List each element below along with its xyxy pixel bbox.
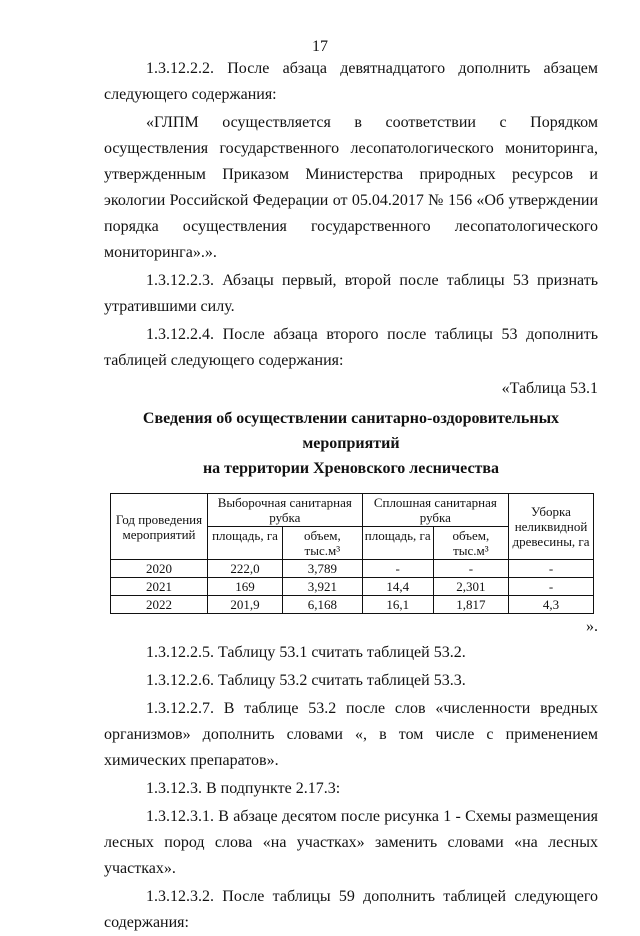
subheader-area: площадь, га	[208, 527, 283, 560]
header-year: Год проведения мероприятий	[111, 494, 208, 560]
paragraph: 1.3.12.2.5. Таблицу 53.1 считать таблицей 53.2.	[146, 644, 466, 661]
paragraph: 1.3.12.3.2. После таблицы 59 дополнить таблицей следующего содержания:	[104, 888, 598, 931]
table-title-line: Сведения об осуществлении санитарно-оздоровительных мероприятий	[142, 410, 560, 452]
cell: 3,789	[283, 560, 363, 578]
paragraph: «ГЛПМ осуществляется в соответствии с Порядком осуществления государственного лесопатологического мониторинга, утвержденным Приказом Министерства природных ресурсов и экологии Российской Федерации от 05.04.2017 № 156 «Об утверждении порядка осуществления государственного лесопатологического мониторинга».».	[104, 114, 598, 261]
cell: 2021	[111, 578, 208, 596]
header-selective-cutting: Выборочная санитарная рубка	[208, 494, 363, 527]
cell: 3,921	[283, 578, 363, 596]
table-header-row	[111, 494, 594, 527]
table-caption: «Таблица 53.1	[501, 380, 598, 397]
cell: 16,1	[362, 596, 433, 614]
sanitary-measures-table	[110, 493, 594, 614]
cell: 4,3	[509, 596, 594, 614]
table-row	[111, 596, 594, 614]
table-title	[104, 406, 598, 481]
cell: 14,4	[362, 578, 433, 596]
cell: 169	[208, 578, 283, 596]
cell: -	[362, 560, 433, 578]
table-end-mark: ».	[586, 618, 598, 635]
document-body	[104, 56, 598, 936]
paragraph: 1.3.12.2.7. В таблице 53.2 после слов «численности вредных организмов» дополнить словами «, в том числе с применением химических препаратов».	[104, 700, 598, 769]
cell: 2,301	[433, 578, 508, 596]
paragraph: 1.3.12.3. В подпункте 2.17.3:	[146, 780, 341, 797]
cell: 2020	[111, 560, 208, 578]
cell: 1,817	[433, 596, 508, 614]
paragraph: 1.3.12.3.1. В абзаце десятом после рисунка 1 - Схемы размещения лесных пород слова «на участках» заменить словами «на лесных участках».	[104, 808, 598, 877]
cell: 2022	[111, 596, 208, 614]
subheader-volume: объем, тыс.м³	[433, 527, 508, 560]
table-row	[111, 560, 594, 578]
paragraph: 1.3.12.2.3. Абзацы первый, второй после таблицы 53 признать утратившими силу.	[104, 272, 598, 315]
cell: 222,0	[208, 560, 283, 578]
page-number: 17	[312, 38, 328, 55]
header-clear-cutting: Сплошная санитарная рубка	[362, 494, 508, 527]
paragraph: 1.3.12.2.2. После абзаца девятнадцатого дополнить абзацем следующего содержания:	[104, 60, 598, 103]
paragraph: 1.3.12.2.4. После абзаца второго после таблицы 53 дополнить таблицей следующего содержания:	[104, 326, 598, 369]
table-row	[111, 578, 594, 596]
subheader-volume: объем, тыс.м³	[283, 527, 363, 560]
cell: -	[509, 560, 594, 578]
subheader-area: площадь, га	[362, 527, 433, 560]
table-title-line: на территории Хреновского лесничества	[202, 460, 500, 477]
cell: 201,9	[208, 596, 283, 614]
cell: -	[509, 578, 594, 596]
header-cleanup: Уборка неликвидной древесины, га	[509, 494, 594, 560]
paragraph: 1.3.12.2.6. Таблицу 53.2 считать таблицей 53.3.	[146, 672, 466, 689]
cell: 6,168	[283, 596, 363, 614]
cell: -	[433, 560, 508, 578]
